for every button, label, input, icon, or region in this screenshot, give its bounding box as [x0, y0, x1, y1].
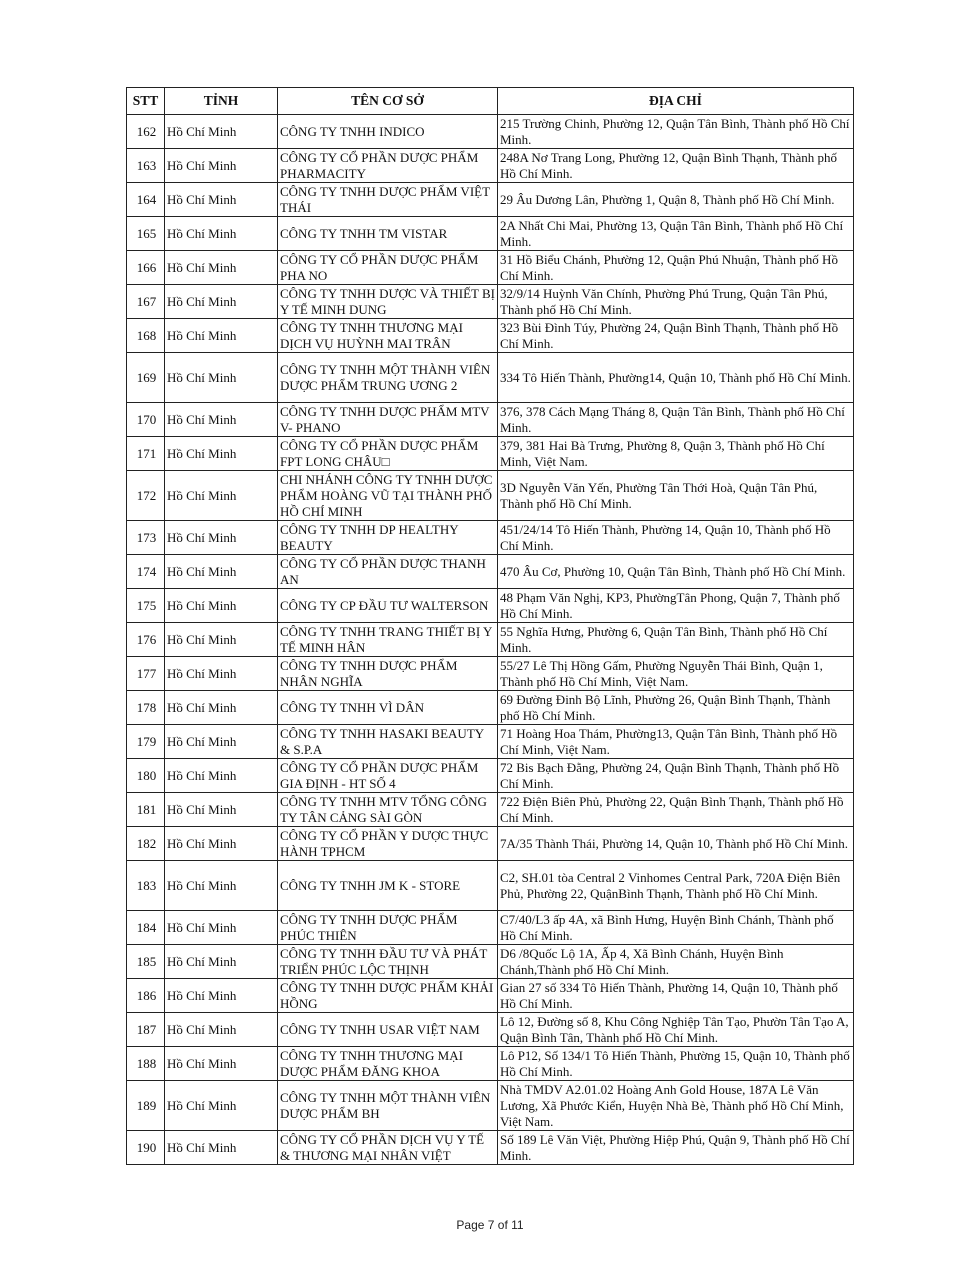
table-row [127, 403, 854, 437]
row-facility-name: CÔNG TY TNHH VÌ DÂN [278, 691, 498, 725]
row-province: Hồ Chí Minh [165, 115, 278, 149]
table-row [127, 149, 854, 183]
row-province: Hồ Chí Minh [165, 589, 278, 623]
row-stt: 185 [127, 945, 165, 979]
row-province: Hồ Chí Minh [165, 623, 278, 657]
row-facility-name: CÔNG TY TNHH DƯỢC PHẨM PHÚC THIÊN [278, 911, 498, 945]
row-address: 32/9/14 Huỳnh Văn Chính, Phường Phú Trung, Quận Tân Phú, Thành phố Hồ Chí Minh. [498, 285, 854, 319]
table-row [127, 521, 854, 555]
row-facility-name: CÔNG TY TNHH MTV TỔNG CÔNG TY TÂN CẢNG SÀI GÒN [278, 793, 498, 827]
row-stt: 184 [127, 911, 165, 945]
row-province: Hồ Chí Minh [165, 657, 278, 691]
row-stt: 181 [127, 793, 165, 827]
row-province: Hồ Chí Minh [165, 979, 278, 1013]
row-address: 55 Nghĩa Hưng, Phường 6, Quận Tân Bình, Thành phố Hồ Chí Minh. [498, 623, 854, 657]
row-stt: 186 [127, 979, 165, 1013]
row-stt: 177 [127, 657, 165, 691]
row-province: Hồ Chí Minh [165, 149, 278, 183]
table-row [127, 1047, 854, 1081]
row-province: Hồ Chí Minh [165, 285, 278, 319]
row-address: C2, SH.01 tòa Central 2 Vinhomes Central Park, 720A Điện Biên Phủ, Phường 22, QuậnBình Thạnh, Thành phố Hồ Chí Minh. [498, 861, 854, 911]
row-address: 248A Nơ Trang Long, Phường 12, Quận Bình Thạnh, Thành phố Hồ Chí Minh. [498, 149, 854, 183]
row-address: Gian 27 số 334 Tô Hiến Thành, Phường 14, Quận 10, Thành phố Hồ Chí Minh. [498, 979, 854, 1013]
row-address: Nhà TMDV A2.01.02 Hoàng Anh Gold House, 187A Lê Văn Lương, Xã Phước Kiển, Huyện Nhà Bè, Thành phố Hồ Chí Minh, Việt Nam. [498, 1081, 854, 1131]
row-province: Hồ Chí Minh [165, 911, 278, 945]
row-stt: 176 [127, 623, 165, 657]
row-province: Hồ Chí Minh [165, 1047, 278, 1081]
row-address: 215 Trường Chinh, Phường 12, Quận Tân Bình, Thành phố Hồ Chí Minh. [498, 115, 854, 149]
row-address: 71 Hoàng Hoa Thám, Phường13, Quận Tân Bình, Thành phố Hồ Chí Minh, Việt Nam. [498, 725, 854, 759]
table-row [127, 217, 854, 251]
row-stt: 170 [127, 403, 165, 437]
table-row [127, 589, 854, 623]
row-province: Hồ Chí Minh [165, 437, 278, 471]
row-facility-name: CÔNG TY CỔ PHẦN DƯỢC THANH AN [278, 555, 498, 589]
row-stt: 164 [127, 183, 165, 217]
table-row [127, 979, 854, 1013]
row-address: 722 Điện Biên Phủ, Phường 22, Quận Bình Thạnh, Thành phố Hồ Chí Minh. [498, 793, 854, 827]
row-stt: 188 [127, 1047, 165, 1081]
table-row [127, 353, 854, 403]
row-province: Hồ Chí Minh [165, 471, 278, 521]
row-address: 2A Nhất Chi Mai, Phường 13, Quận Tân Bình, Thành phố Hồ Chí Minh. [498, 217, 854, 251]
table-row [127, 911, 854, 945]
row-stt: 183 [127, 861, 165, 911]
row-province: Hồ Chí Minh [165, 759, 278, 793]
row-province: Hồ Chí Minh [165, 319, 278, 353]
row-stt: 166 [127, 251, 165, 285]
row-facility-name: CÔNG TY TNHH THƯƠNG MẠI DỊCH VỤ HUỲNH MAI TRÂN [278, 319, 498, 353]
row-province: Hồ Chí Minh [165, 691, 278, 725]
row-facility-name: CÔNG TY TNHH DƯỢC PHẨM MTV V- PHANO [278, 403, 498, 437]
header-address: ĐỊA CHỈ [498, 88, 854, 115]
row-address: 379, 381 Hai Bà Trưng, Phường 8, Quận 3, Thành phố Hồ Chí Minh, Việt Nam. [498, 437, 854, 471]
table-header-row [127, 88, 854, 115]
row-address: 48 Phạm Văn Nghị, KP3, PhườngTân Phong, Quận 7, Thành phố Hồ Chí Minh. [498, 589, 854, 623]
row-address: 323 Bùi Đình Túy, Phường 24, Quận Bình Thạnh, Thành phố Hồ Chí Minh. [498, 319, 854, 353]
header-stt: STT [127, 88, 165, 115]
facility-table [126, 87, 854, 1165]
row-address: 72 Bis Bạch Đằng, Phường 24, Quận Bình Thạnh, Thành phố Hồ Chí Minh. [498, 759, 854, 793]
row-facility-name: CÔNG TY CỔ PHẦN DƯỢC PHẨM FPT LONG CHÂU□ [278, 437, 498, 471]
row-stt: 169 [127, 353, 165, 403]
row-stt: 163 [127, 149, 165, 183]
table-row [127, 285, 854, 319]
row-address: 334 Tô Hiến Thành, Phường14, Quận 10, Thành phố Hồ Chí Minh. [498, 353, 854, 403]
table-row [127, 555, 854, 589]
row-province: Hồ Chí Minh [165, 793, 278, 827]
row-address: 29 Âu Dương Lân, Phường 1, Quận 8, Thành phố Hồ Chí Minh. [498, 183, 854, 217]
row-address: Lô P12, Số 134/1 Tô Hiến Thành, Phường 15, Quận 10, Thành phố Hồ Chí Minh. [498, 1047, 854, 1081]
table-row [127, 471, 854, 521]
row-province: Hồ Chí Minh [165, 251, 278, 285]
row-facility-name: CÔNG TY CỔ PHẦN DỊCH VỤ Y TẾ & THƯƠNG MẠI NHÂN VIỆT [278, 1131, 498, 1165]
row-province: Hồ Chí Minh [165, 353, 278, 403]
table-row [127, 1081, 854, 1131]
row-stt: 178 [127, 691, 165, 725]
row-province: Hồ Chí Minh [165, 945, 278, 979]
row-address: 55/27 Lê Thị Hồng Gấm, Phường Nguyễn Thái Bình, Quận 1, Thành phố Hồ Chí Minh, Việt Nam. [498, 657, 854, 691]
row-province: Hồ Chí Minh [165, 861, 278, 911]
page-number: Page 7 of 11 [456, 1218, 524, 1232]
row-stt: 180 [127, 759, 165, 793]
row-address: 470 Âu Cơ, Phường 10, Quận Tân Bình, Thành phố Hồ Chí Minh. [498, 555, 854, 589]
row-stt: 167 [127, 285, 165, 319]
row-facility-name: CÔNG TY TNHH USAR VIỆT NAM [278, 1013, 498, 1047]
row-address: 31 Hồ Biểu Chánh, Phường 12, Quận Phú Nhuận, Thành phố Hồ Chí Minh. [498, 251, 854, 285]
row-facility-name: CÔNG TY TNHH MỘT THÀNH VIÊN DƯỢC PHẨM TRUNG ƯƠNG 2 [278, 353, 498, 403]
row-facility-name: CÔNG TY TNHH DƯỢC VÀ THIẾT BỊ Y TẾ MINH DUNG [278, 285, 498, 319]
row-stt: 190 [127, 1131, 165, 1165]
row-stt: 165 [127, 217, 165, 251]
row-facility-name: CÔNG TY TNHH TRANG THIẾT BỊ Y TẾ MINH HÂN [278, 623, 498, 657]
row-province: Hồ Chí Minh [165, 183, 278, 217]
row-facility-name: CÔNG TY TNHH HASAKI BEAUTY & S.P.A [278, 725, 498, 759]
row-stt: 168 [127, 319, 165, 353]
row-facility-name: CÔNG TY CỔ PHẦN DƯỢC PHẨM GIA ĐỊNH - HT SỐ 4 [278, 759, 498, 793]
table-row [127, 827, 854, 861]
row-province: Hồ Chí Minh [165, 1131, 278, 1165]
row-facility-name: CÔNG TY TNHH DƯỢC PHẨM VIỆT THÁI [278, 183, 498, 217]
row-stt: 179 [127, 725, 165, 759]
row-province: Hồ Chí Minh [165, 521, 278, 555]
table-row [127, 319, 854, 353]
row-address: 451/24/14 Tô Hiến Thành, Phường 14, Quận 10, Thành phố Hồ Chí Minh. [498, 521, 854, 555]
row-province: Hồ Chí Minh [165, 1013, 278, 1047]
row-stt: 174 [127, 555, 165, 589]
header-facility-name: TÊN CƠ SỞ [278, 88, 498, 115]
row-address: 7A/35 Thành Thái, Phường 14, Quận 10, Thành phố Hồ Chí Minh. [498, 827, 854, 861]
row-facility-name: CÔNG TY CỔ PHẦN DƯỢC PHẨM PHA NO [278, 251, 498, 285]
row-province: Hồ Chí Minh [165, 403, 278, 437]
row-stt: 172 [127, 471, 165, 521]
row-stt: 175 [127, 589, 165, 623]
row-facility-name: CÔNG TY TNHH THƯƠNG MẠI DƯỢC PHẨM ĐĂNG KHOA [278, 1047, 498, 1081]
table-row [127, 623, 854, 657]
row-province: Hồ Chí Minh [165, 555, 278, 589]
table-row [127, 691, 854, 725]
table-row [127, 657, 854, 691]
row-address: 3D Nguyễn Văn Yến, Phường Tân Thới Hoà, Quận Tân Phú, Thành phố Hồ Chí Minh. [498, 471, 854, 521]
table-row [127, 183, 854, 217]
row-province: Hồ Chí Minh [165, 827, 278, 861]
row-facility-name: CÔNG TY TNHH MỘT THÀNH VIÊN DƯỢC PHẨM BH [278, 1081, 498, 1131]
table-row [127, 861, 854, 911]
table-row [127, 1131, 854, 1165]
header-province: TỈNH [165, 88, 278, 115]
table-row [127, 1013, 854, 1047]
table-row [127, 725, 854, 759]
row-facility-name: CÔNG TY TNHH JM K - STORE [278, 861, 498, 911]
row-facility-name: CÔNG TY CP ĐẦU TƯ WALTERSON [278, 589, 498, 623]
row-address: C7/40/L3 ấp 4A, xã Bình Hưng, Huyện Bình Chánh, Thành phố Hồ Chí Minh. [498, 911, 854, 945]
row-facility-name: CÔNG TY TNHH DƯỢC PHẨM NHÂN NGHĨA [278, 657, 498, 691]
row-province: Hồ Chí Minh [165, 217, 278, 251]
table-row [127, 115, 854, 149]
row-facility-name: CÔNG TY TNHH INDICO [278, 115, 498, 149]
table-row [127, 793, 854, 827]
row-stt: 182 [127, 827, 165, 861]
row-stt: 187 [127, 1013, 165, 1047]
table-row [127, 437, 854, 471]
row-address: Lô 12, Đường số 8, Khu Công Nghiệp Tân Tạo, Phườn Tân Tạo A, Quận Bình Tân, Thành phố Hồ Chí Minh. [498, 1013, 854, 1047]
row-facility-name: CÔNG TY TNHH ĐẦU TƯ VÀ PHÁT TRIỂN PHÚC LỘC THỊNH [278, 945, 498, 979]
row-address: 69 Đường Đinh Bộ Lĩnh, Phường 26, Quận Bình Thạnh, Thành phố Hồ Chí Minh. [498, 691, 854, 725]
table-row [127, 251, 854, 285]
row-address: 376, 378 Cách Mạng Tháng 8, Quận Tân Bình, Thành phố Hồ Chí Minh. [498, 403, 854, 437]
row-stt: 189 [127, 1081, 165, 1131]
row-province: Hồ Chí Minh [165, 1081, 278, 1131]
row-address: Số 189 Lê Văn Việt, Phường Hiệp Phú, Quận 9, Thành phố Hồ Chí Minh. [498, 1131, 854, 1165]
row-stt: 173 [127, 521, 165, 555]
row-facility-name: CHI NHÁNH CÔNG TY TNHH DƯỢC PHẨM HOÀNG VŨ TẠI THÀNH PHỐ HỒ CHÍ MINH [278, 471, 498, 521]
row-province: Hồ Chí Minh [165, 725, 278, 759]
row-address: D6 /8Quốc Lộ 1A, Ấp 4, Xã Bình Chánh, Huyện Bình Chánh,Thành phố Hồ Chí Minh. [498, 945, 854, 979]
row-stt: 162 [127, 115, 165, 149]
row-facility-name: CÔNG TY TNHH TM VISTAR [278, 217, 498, 251]
row-facility-name: CÔNG TY TNHH DP HEALTHY BEAUTY [278, 521, 498, 555]
row-facility-name: CÔNG TY TNHH DƯỢC PHẨM KHẢI HỒNG [278, 979, 498, 1013]
row-facility-name: CÔNG TY CỔ PHẦN DƯỢC PHẨM PHARMACITY [278, 149, 498, 183]
row-stt: 171 [127, 437, 165, 471]
table-row [127, 759, 854, 793]
table-row [127, 945, 854, 979]
row-facility-name: CÔNG TY CỔ PHẦN Y DƯỢC THỰC HÀNH TPHCM [278, 827, 498, 861]
